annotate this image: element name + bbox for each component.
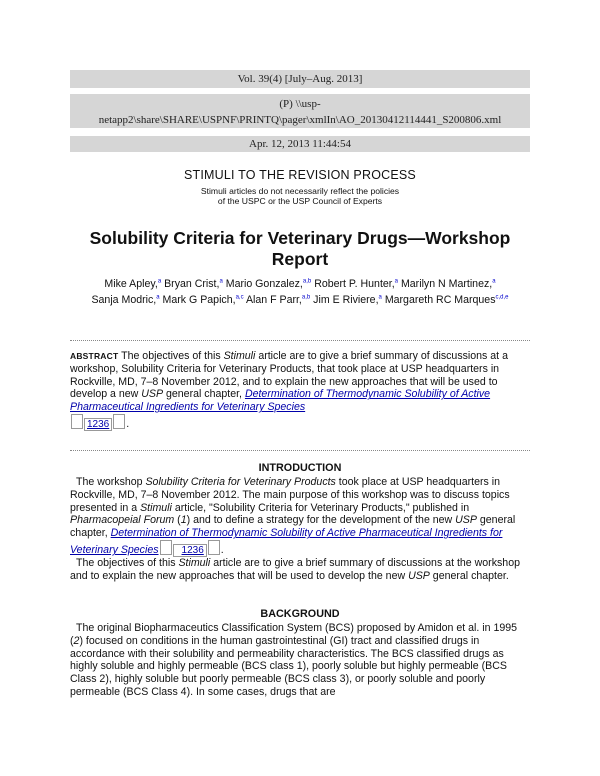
author: Alan F Parr,$^{a,b}$ — [245, 294, 311, 306]
author-list — [60, 276, 540, 308]
volume-text: Vol. 39(4) [July–Aug. 2013] — [237, 73, 363, 85]
author: Sanja Modric,$^a$ — [91, 294, 160, 306]
paragraph: The objectives of this Stimuli article are to give a brief summary of discussions at the workshop and to explain the new approaches that will be used to develop the new USP general chapter. — [70, 556, 520, 582]
file-path-header — [70, 94, 530, 128]
ref-bracket-icon — [113, 414, 125, 429]
title-line2: Report — [271, 249, 329, 269]
chapter-link[interactable]: Determination of Thermodynamic Solubility of Active Pharmaceutical Ingredients for Veterinary Species — [70, 388, 491, 414]
ref-bracket-icon — [160, 540, 172, 555]
file-path-line1: (P) \\usp- — [279, 98, 321, 110]
author: Mark G Papich,$^{a,c}$ — [162, 294, 244, 306]
disclaimer-line2: of the USPC or the USP Council of Experts — [217, 196, 383, 206]
affiliation-link[interactable]: a — [378, 294, 382, 301]
reference-number: 2 — [73, 634, 80, 647]
affiliation-link[interactable]: a — [157, 278, 162, 285]
author: Marilyn N Martinez,$^a$ — [400, 278, 496, 290]
section-heading: STIMULI TO THE REVISION PROCESS — [184, 168, 416, 182]
title-line1: Solubility Criteria for Veterinary Drugs—Workshop — [89, 228, 511, 248]
author: Robert P. Hunter,$^a$ — [314, 278, 399, 290]
introduction-heading: INTRODUCTION — [258, 462, 342, 474]
background-body — [70, 622, 530, 699]
affiliation-link[interactable]: c,d,e — [495, 294, 509, 301]
author: Mike Apley,$^a$ — [104, 278, 162, 290]
author: Margareth RC Marques$^{c,d,e}$ — [384, 294, 509, 306]
affiliation-link[interactable]: a,b — [302, 278, 312, 285]
reference-number: 1 — [180, 514, 187, 527]
date-header — [70, 136, 530, 152]
ref-bracket-icon — [71, 414, 83, 429]
affiliation-link[interactable]: a,c — [235, 294, 244, 301]
divider — [70, 450, 530, 451]
affiliation-link[interactable]: a — [394, 278, 399, 285]
abstract: ABSTRACT The objectives of this Stimuli article are to give a brief summary of discussions at a workshop, Solubility Criteria for Veterinary Products, that took place at USP headquarters in Rockville, MD, 7–8 November 2012, and to explain the new approaches that will be used to develop a new USP general chapter, Determination of Thermodynamic Solubility of Active Pharmaceutical Ingredients for Veterinary Species 1236 . — [70, 350, 508, 430]
affiliation-link[interactable]: a — [156, 294, 160, 301]
disclaimer-line1: Stimuli articles do not necessarily reflect the policies — [200, 186, 400, 196]
affiliation-link[interactable]: a,b — [301, 294, 311, 301]
file-path-line2: netapp2\share\SHARE\USPNF\PRINTQ\pager\xmlIn\AO_20130412114441_S200806.xml — [98, 114, 502, 126]
author: Mario Gonzalez,$^{a,b}$ — [225, 278, 312, 290]
paragraph: The original Biopharmaceutics Classification System (BCS) proposed by Amidon et al. in 1995 (2) focused on conditions in the human gastrointestinal (GI) tract and classified drugs in accordance with their solubility and permeability characteristics. The BCS classified drugs as highly soluble and highly permeable (BCS class 1), poorly soluble but highly permeable (BCS Class 2), highly soluble but poorly permeable (BCS class 3), or poorly soluble and poorly permeable (BCS Class 4). In some cases, drugs that are — [70, 622, 518, 698]
ref-bracket-icon — [208, 540, 220, 555]
author: Bryan Crist,$^a$ — [164, 278, 223, 290]
affiliation-link[interactable]: a — [492, 278, 496, 285]
volume-header — [70, 70, 530, 88]
paragraph: The workshop Solubility Criteria for Veterinary Products took place at USP headquarters in Rockville, MD, 7–8 November 2012. The main purpose of this workshop was to discuss topics presented in a Stimuli article, "Solubility Criteria for Veterinary Products," published in Pharmacopeial Forum (1) and to define a strategy for the development of the new USP general chapter, Determination of Thermodynamic Solubility of Active Pharmaceutical Ingredients for Veterinary Species 1236 . — [70, 476, 516, 556]
chapter-link[interactable]: Determination of Thermodynamic Solubility of Active Pharmaceutical Ingredients for Veterinary Species — [70, 527, 503, 556]
abstract-label: ABSTRACT — [70, 351, 119, 361]
chapter-ref-link[interactable]: 1236 — [173, 544, 207, 557]
background-heading: BACKGROUND — [260, 608, 340, 620]
divider — [70, 340, 530, 341]
chapter-ref-link[interactable]: 1236 — [84, 418, 112, 431]
article-title — [70, 228, 530, 270]
disclaimer — [0, 186, 600, 206]
introduction-body — [70, 476, 530, 583]
author: Jim E Riviere,$^a$ — [313, 294, 382, 306]
date-text: Apr. 12, 2013 11:44:54 — [249, 138, 351, 150]
affiliation-link[interactable]: a — [219, 278, 223, 285]
